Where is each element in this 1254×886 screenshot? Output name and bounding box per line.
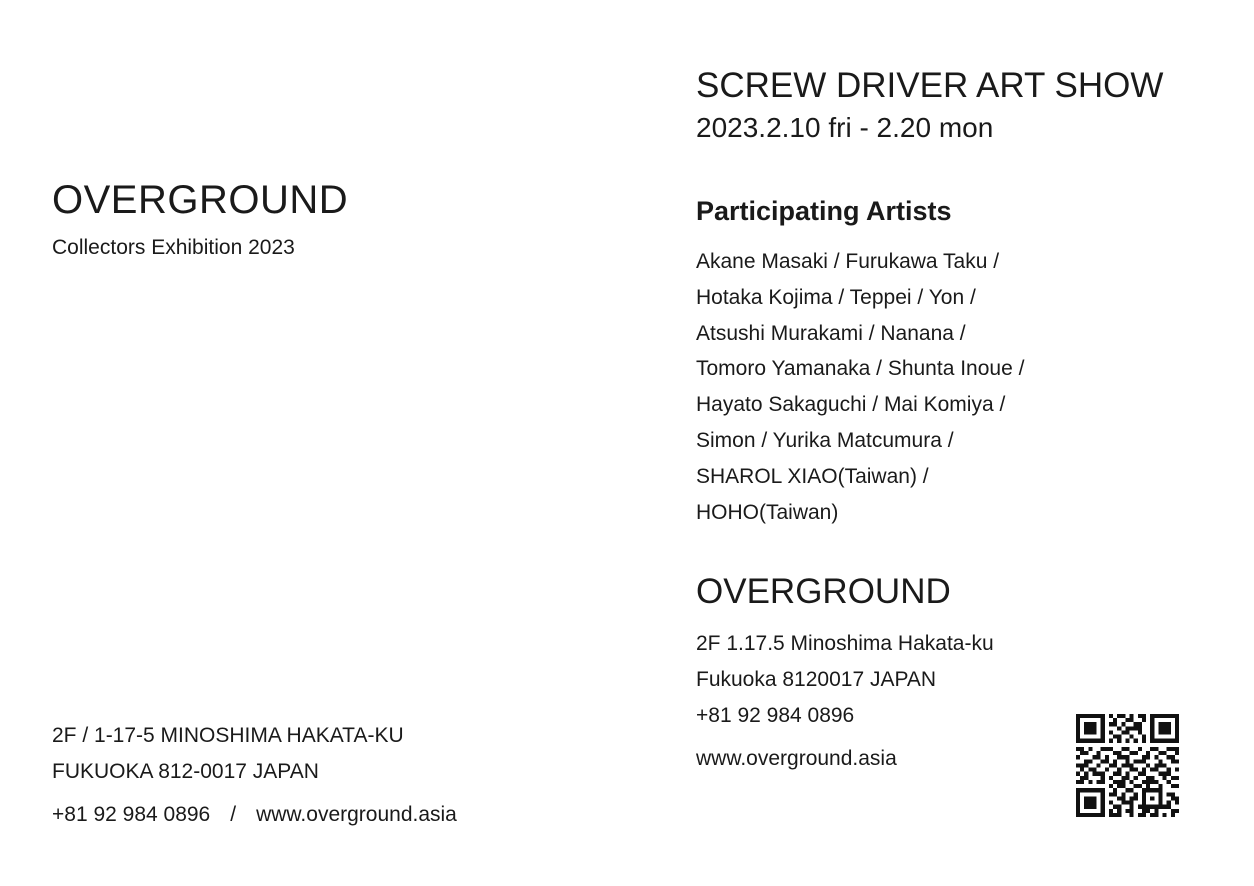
artists-line: Akane Masaki / Furukawa Taku /: [696, 250, 1000, 273]
venue-address-line: Fukuoka 8120017 JAPAN: [696, 667, 937, 691]
left-website-link[interactable]: www.overground.asia: [256, 803, 457, 826]
left-contact: [52, 803, 457, 827]
artists-line: Atsushi Murakami / Nanana /: [696, 321, 966, 345]
left-phone: +81 92 984 0896: [52, 803, 211, 826]
venue-website-link[interactable]: www.overground.asia: [696, 747, 897, 770]
venue-name: OVERGROUND: [696, 572, 951, 611]
show-title: SCREW DRIVER ART SHOW: [696, 66, 1164, 105]
left-address: [52, 718, 404, 790]
artists-line: Hayato Sakaguchi / Mai Komiya /: [696, 393, 1006, 417]
left-address-line: 2F / 1-17-5 MINOSHIMA HAKATA-KU: [52, 724, 404, 747]
left-subtitle: Collectors Exhibition 2023: [52, 236, 295, 259]
show-dates: 2023.2.10 fri - 2.20 mon: [696, 112, 994, 143]
left-title: OVERGROUND: [52, 178, 349, 222]
left-separator: /: [230, 803, 237, 826]
qr-code-icon[interactable]: [1076, 714, 1179, 817]
artists-line: HOHO(Taiwan): [696, 500, 839, 524]
artists-line: Simon / Yurika Matcumura /: [696, 428, 954, 452]
left-address-line: FUKUOKA 812-0017 JAPAN: [52, 760, 319, 783]
artists-line: Tomoro Yamanaka / Shunta Inoue /: [696, 357, 1025, 381]
artists-line: Hotaka Kojima / Teppei / Yon /: [696, 285, 976, 309]
venue-address: [696, 626, 994, 733]
venue-phone: +81 92 984 0896: [696, 703, 855, 727]
artists-list: [696, 244, 1024, 530]
artists-line: SHAROL XIAO(Taiwan) /: [696, 464, 929, 488]
artists-heading: Participating Artists: [696, 196, 952, 226]
venue-address-line: 2F 1.17.5 Minoshima Hakata-ku: [696, 632, 994, 655]
